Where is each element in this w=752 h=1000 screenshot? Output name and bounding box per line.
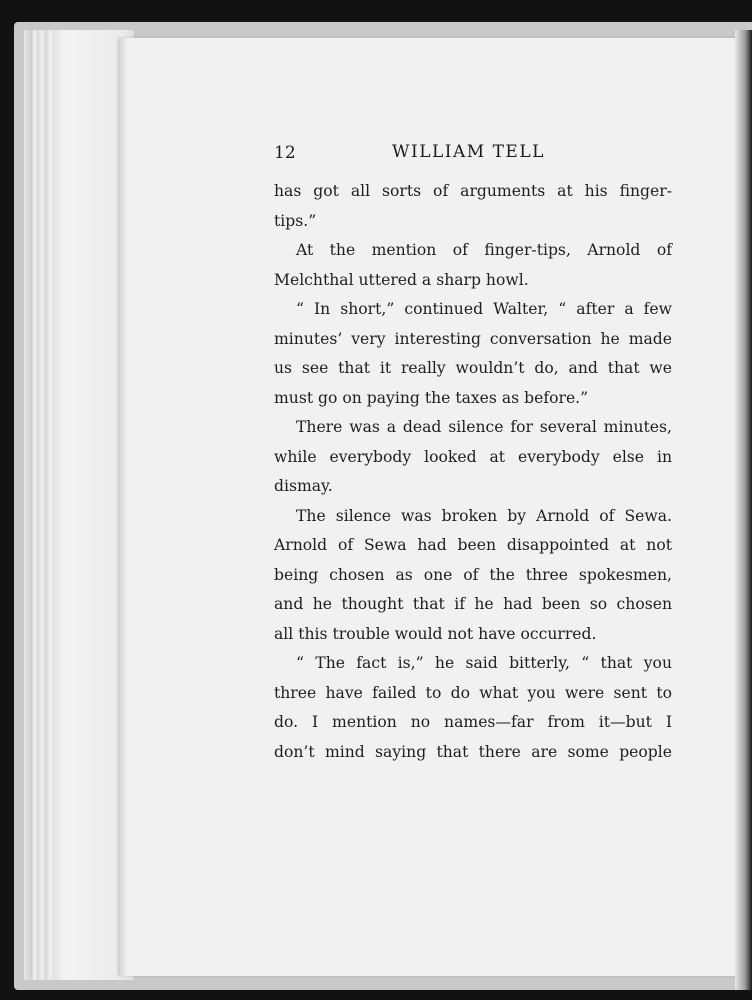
page-header [274,140,672,170]
text-line: The silence was broken by Arnold of Sewa. [296,506,672,525]
text-line: do. I mention no names—far from it—but I [274,713,672,731]
text-line: tips.” [274,211,317,230]
running-title: WILLIAM TELL [392,142,545,162]
text-line: and he thought that if he had been so chosen [274,595,672,613]
page-number: 12 [274,143,296,163]
text-line: being chosen as one of the three spokesmen, [274,565,672,584]
text-line: minutes’ very interesting conversation he made [274,329,672,348]
text-line: At the mention of finger-tips, Arnold of [296,241,672,259]
body-text [274,177,672,767]
page-right-edge [735,30,752,990]
text-line: There was a dead silence for several minutes, [296,418,672,436]
text-line: dismay. [274,477,333,495]
text-line: “ The fact is,” he said bitterly, “ that you [296,654,672,672]
text-line: don’t mind saying that there are some people [274,742,672,761]
text-line: must go on paying the taxes as before.” [274,388,589,407]
page-stack-edge [24,30,134,980]
text-line: Melchthal uttered a sharp howl. [274,270,529,289]
text-line: “ In short,” continued Walter, “ after a few [296,300,672,318]
text-line: three have failed to do what you were sent to [274,683,672,702]
text-line: has got all sorts of arguments at his finger- [274,182,672,200]
page-gutter-shadow [120,38,128,976]
text-line: all this trouble would not have occurred. [274,624,597,643]
text-line: Arnold of Sewa had been disappointed at not [274,536,672,554]
text-line: while everybody looked at everybody else in [274,447,672,466]
text-line: us see that it really wouldn’t do, and that we [274,359,672,377]
